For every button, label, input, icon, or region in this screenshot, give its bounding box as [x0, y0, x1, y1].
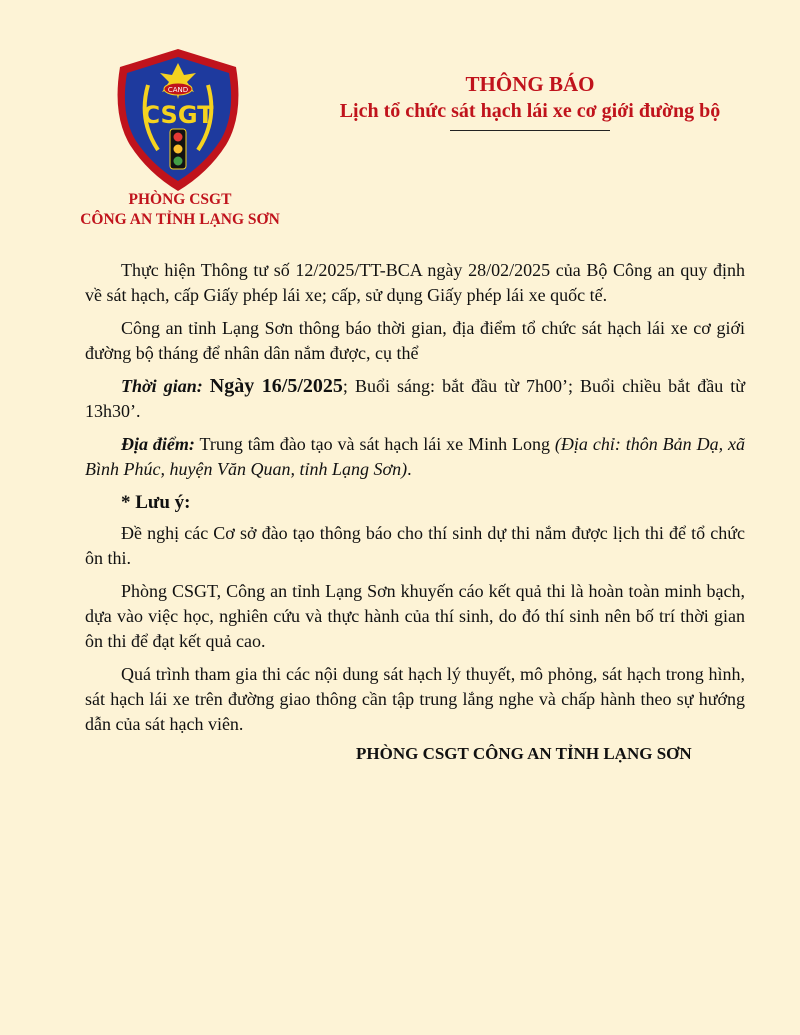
- csgt-emblem: [108, 45, 248, 195]
- org-line1: PHÒNG CSGT: [128, 191, 232, 208]
- note-heading: * Lưu ý:: [121, 492, 191, 513]
- shield-icon: [108, 45, 248, 195]
- org-line2: CÔNG AN TỈNH LẠNG SƠN: [80, 211, 280, 228]
- paragraph-place: Địa điểm: Trung tâm đào tạo và sát hạch lái xe Minh Long (Địa chỉ: thôn Bản Dạ, xã Bình Phúc, huyện Văn Quan, tỉnh Lạng Sơn).: [85, 434, 745, 479]
- notice-body: [85, 258, 745, 743]
- paragraph-announcement: Công an tỉnh Lạng Sơn thông báo thời gian, địa điểm tổ chức sát hạch lái xe cơ giới đường bộ tháng để nhân dân nắm được, cụ thể: [85, 318, 745, 363]
- note-paragraph-3: Quá trình tham gia thi các nội dung sát hạch lý thuyết, mô phỏng, sát hạch trong hình, sát hạch lái xe trên đường giao thông cần tập trung lắng nghe và chấp hành theo sự hướng dẫn của sát hạch viên.: [85, 664, 745, 734]
- signature: PHÒNG CSGT CÔNG AN TỈNH LẠNG SƠN: [356, 744, 692, 763]
- exam-date: Ngày 16/5/2025: [209, 375, 343, 397]
- place-name: Trung tâm đào tạo và sát hạch lái xe Minh Long: [194, 434, 555, 454]
- svg-text:CAND: CAND: [167, 86, 189, 94]
- paragraph-time: [85, 374, 745, 424]
- notice-title-block: [285, 70, 775, 131]
- note-paragraph-1: Đề nghị các Cơ sở đào tạo thông báo cho thí sinh dự thi nắm được lịch thi để tổ chức ôn thi.: [85, 523, 745, 568]
- place-label: Địa điểm:: [121, 434, 195, 454]
- note-paragraph-2: Phòng CSGT, Công an tỉnh Lạng Sơn khuyến cáo kết quả thi là hoàn toàn minh bạch, dựa vào việc học, nghiên cứu và thực hành của thí sinh, do đó thí sinh nên bố trí thời gian ôn thi để đạt kết quả cao.: [85, 581, 745, 651]
- notice-subtitle: Lịch tổ chức sát hạch lái xe cơ giới đường bộ: [339, 100, 721, 122]
- title-underline: [450, 130, 610, 131]
- place-address: (Địa chỉ: thôn Bản Dạ, xã Bình Phúc, huyện Văn Quan, tỉnh Lạng Sơn): [85, 434, 745, 479]
- paragraph-legal-basis: Thực hiện Thông tư số 12/2025/TT-BCA ngày 28/02/2025 của Bộ Công an quy định về sát hạch, cấp Giấy phép lái xe; cấp, sử dụng Giấy phép lái xe quốc tế.: [85, 260, 745, 305]
- organization-name: [60, 190, 300, 230]
- svg-text:CSGT: CSGT: [142, 101, 214, 129]
- time-label: Thời gian:: [121, 376, 203, 396]
- notice-title: THÔNG BÁO: [465, 72, 595, 96]
- time-details: ; Buổi sáng: bắt đầu từ 7h00’; Buổi chiều bắt đầu từ 13h30’.: [85, 376, 746, 421]
